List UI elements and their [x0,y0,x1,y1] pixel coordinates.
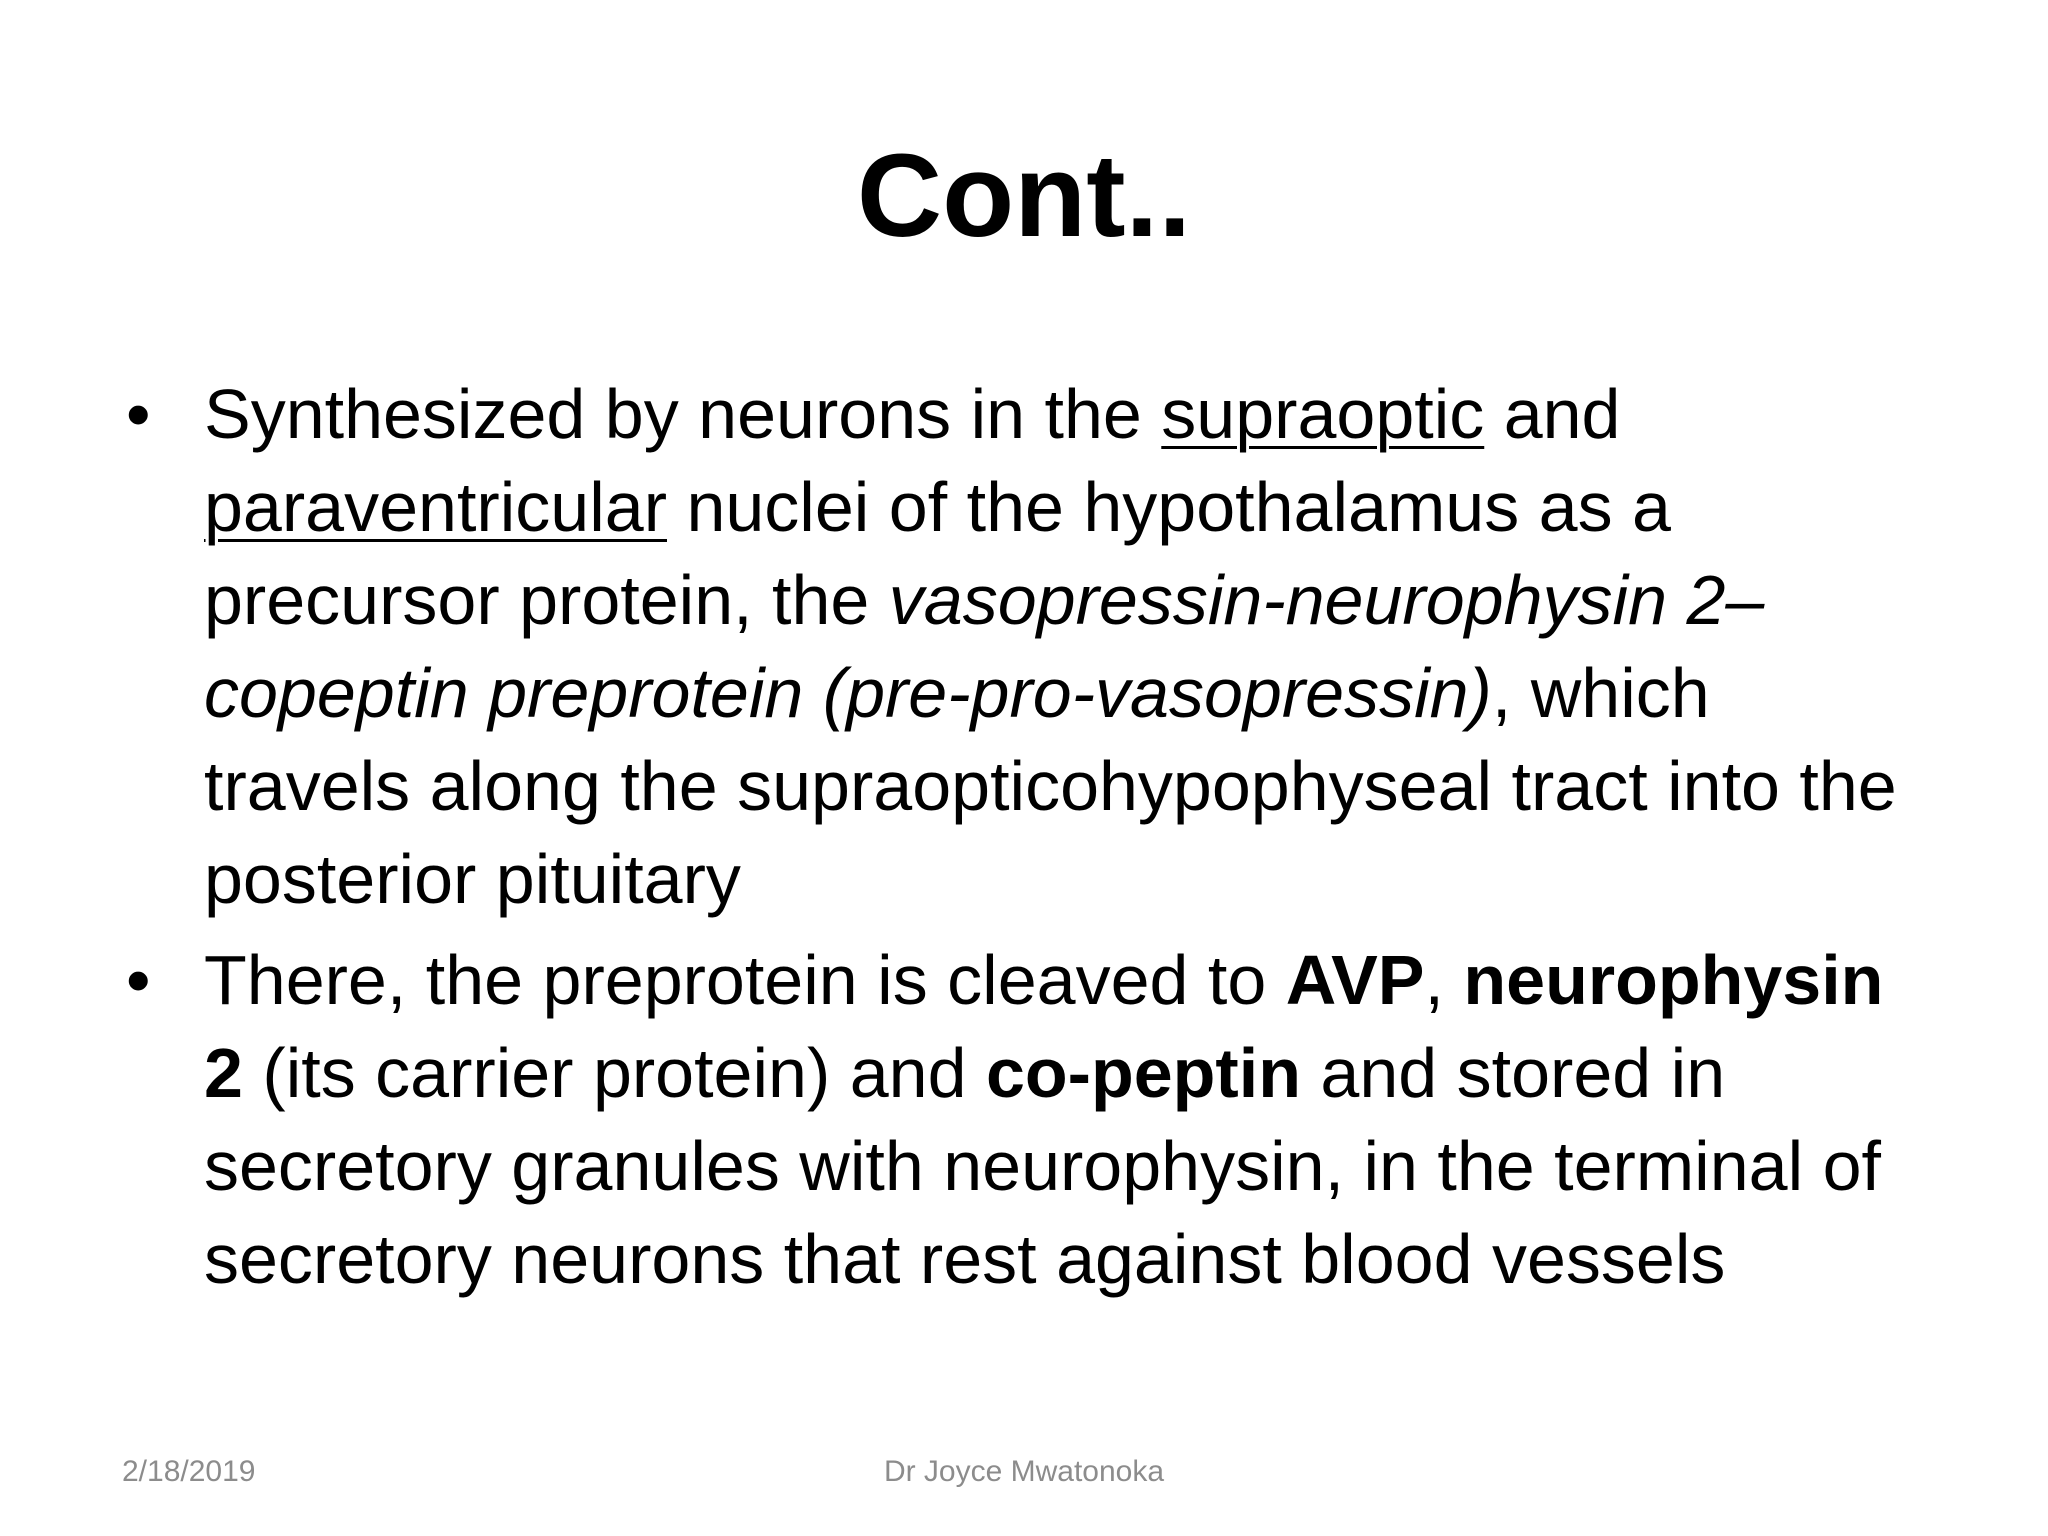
slide-title: Cont.. [856,130,1192,262]
bullet-item-2 [120,934,1920,1306]
bullet-text-segment: and [1484,375,1621,453]
bullet-text-segment: nuclei of the hypothalamus as a precursor protein, the [204,468,1671,639]
footer-date: 2/18/2019 [122,1455,256,1488]
bullet-text-segment: , [1424,941,1464,1019]
term-preprotein-name: vasopressin-neurophysin 2–copeptin preprotein (pre-pro-vasopressin) [204,561,1765,732]
bullet-text-segment: (its carrier protein) and [242,1034,986,1112]
bullet-text-segment: Synthesized by neurons in the [204,375,1162,453]
bullet-list [120,368,1920,1314]
footer-author: Dr Joyce Mwatonoka [883,1455,1165,1488]
bullet-item-1 [120,368,1920,926]
term-paraventricular: paraventricular [204,468,667,546]
term-avp: AVP [1285,941,1425,1019]
bullet-text-segment: There, the preprotein is cleaved to [204,941,1286,1019]
bullet-text-segment: and stored in secretory granules with neurophysin, in the terminal of secretory neurons that rest against blood vessels [204,1034,1881,1298]
bullet-text-segment: , which travels along the supraopticohypophyseal tract into the posterior pituitary [204,654,1897,918]
term-co-peptin: co-peptin [985,1034,1301,1112]
bullet-marker: • [126,941,151,1019]
bullet-marker: • [126,375,151,453]
term-neurophysin-2: neurophysin 2 [204,941,1884,1112]
term-supraoptic: supraoptic [1161,375,1485,453]
